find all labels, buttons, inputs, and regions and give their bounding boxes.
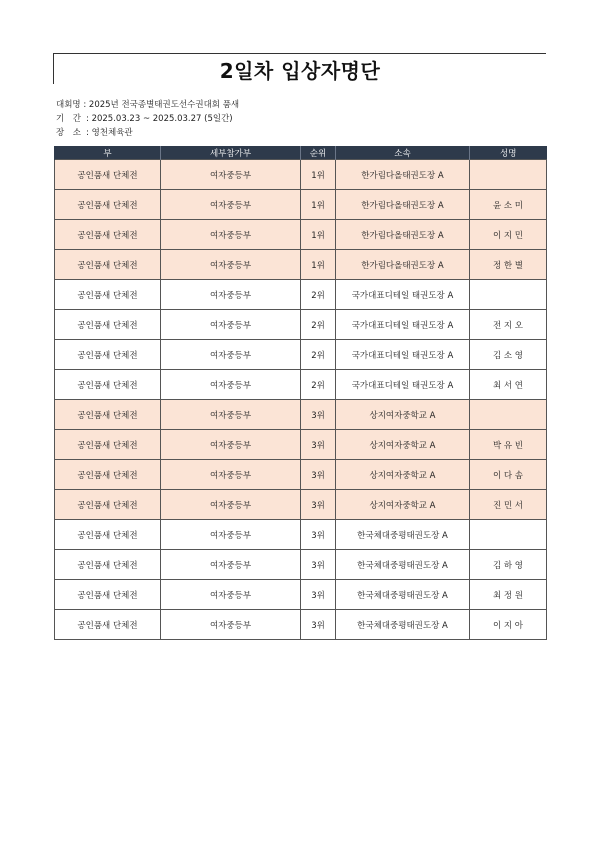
cell-team: 상지여자중학교 A: [336, 490, 470, 520]
cell-name: [470, 160, 547, 190]
cell-team: 한국체대중평태권도장 A: [336, 610, 470, 640]
cell-rank: 3위: [301, 490, 336, 520]
cell-name: 이 지 아: [470, 610, 547, 640]
cell-rank: 3위: [301, 460, 336, 490]
cell-category: 여자중등부: [161, 160, 301, 190]
cell-name: 정 한 별: [470, 250, 547, 280]
event-info: 대회명 : 2025년 전국종별태권도선수권대회 품새: [56, 100, 240, 110]
event-label: 대회명: [56, 100, 81, 110]
cell-name: 박 유 빈: [470, 430, 547, 460]
header-division: 부: [55, 146, 161, 160]
header-rank: 순위: [301, 146, 336, 160]
table-row: [55, 160, 547, 190]
table-row: [55, 520, 547, 550]
venue-label: 장 소: [56, 128, 81, 138]
cell-team: 한국체대중평태권도장 A: [336, 520, 470, 550]
cell-rank: 3위: [301, 580, 336, 610]
event-value: 2025년 전국종별태권도선수권대회 품새: [88, 100, 240, 110]
cell-category: 여자중등부: [161, 250, 301, 280]
cell-rank: 3위: [301, 400, 336, 430]
venue-info: 장 소 : 영천체육관: [56, 128, 133, 138]
cell-division: 공인품새 단체전: [55, 340, 161, 370]
table-header-row: [55, 146, 547, 160]
cell-category: 여자중등부: [161, 220, 301, 250]
cell-category: 여자중등부: [161, 550, 301, 580]
cell-division: 공인품새 단체전: [55, 460, 161, 490]
cell-category: 여자중등부: [161, 280, 301, 310]
period-value: 2025.03.23 ~ 2025.03.27 (5일간): [91, 114, 233, 124]
cell-team: 한가림다올태권도장 A: [336, 190, 470, 220]
cell-category: 여자중등부: [161, 310, 301, 340]
cell-rank: 1위: [301, 220, 336, 250]
cell-team: 상지여자중학교 A: [336, 430, 470, 460]
cell-team: 한국체대중평태권도장 A: [336, 550, 470, 580]
cell-division: 공인품새 단체전: [55, 190, 161, 220]
cell-category: 여자중등부: [161, 520, 301, 550]
cell-division: 공인품새 단체전: [55, 310, 161, 340]
cell-category: 여자중등부: [161, 400, 301, 430]
table-row: [55, 580, 547, 610]
cell-category: 여자중등부: [161, 430, 301, 460]
cell-division: 공인품새 단체전: [55, 400, 161, 430]
title-box: [53, 53, 546, 84]
cell-division: 공인품새 단체전: [55, 250, 161, 280]
cell-name: 이 다 솜: [470, 460, 547, 490]
cell-category: 여자중등부: [161, 580, 301, 610]
cell-category: 여자중등부: [161, 370, 301, 400]
cell-division: 공인품새 단체전: [55, 610, 161, 640]
table-row: [55, 220, 547, 250]
cell-rank: 2위: [301, 340, 336, 370]
cell-rank: 3위: [301, 550, 336, 580]
cell-team: 한가림다올태권도장 A: [336, 160, 470, 190]
cell-rank: 2위: [301, 280, 336, 310]
table-row: [55, 460, 547, 490]
cell-name: [470, 400, 547, 430]
cell-division: 공인품새 단체전: [55, 280, 161, 310]
cell-rank: 3위: [301, 610, 336, 640]
cell-division: 공인품새 단체전: [55, 220, 161, 250]
awards-table: [54, 146, 547, 640]
cell-division: 공인품새 단체전: [55, 550, 161, 580]
cell-category: 여자중등부: [161, 490, 301, 520]
table-row: [55, 310, 547, 340]
cell-rank: 3위: [301, 520, 336, 550]
period-label: 기 간: [56, 114, 81, 124]
cell-team: 상지여자중학교 A: [336, 460, 470, 490]
table-body: [55, 160, 547, 640]
cell-division: 공인품새 단체전: [55, 370, 161, 400]
table-row: [55, 280, 547, 310]
cell-name: 진 민 서: [470, 490, 547, 520]
cell-name: 최 정 원: [470, 580, 547, 610]
cell-rank: 2위: [301, 370, 336, 400]
cell-division: 공인품새 단체전: [55, 430, 161, 460]
cell-name: [470, 280, 547, 310]
cell-rank: 3위: [301, 430, 336, 460]
table-row: [55, 550, 547, 580]
venue-value: 영천체육관: [91, 128, 133, 138]
page-title: 2일차 입상자명단: [219, 58, 381, 83]
cell-name: 윤 소 미: [470, 190, 547, 220]
period-info: 기 간 : 2025.03.23 ~ 2025.03.27 (5일간): [56, 114, 233, 124]
table-row: [55, 490, 547, 520]
cell-rank: 1위: [301, 190, 336, 220]
cell-rank: 2위: [301, 310, 336, 340]
cell-team: 한가림다올태권도장 A: [336, 220, 470, 250]
cell-name: 전 지 오: [470, 310, 547, 340]
cell-name: 이 지 민: [470, 220, 547, 250]
cell-category: 여자중등부: [161, 190, 301, 220]
cell-team: 상지여자중학교 A: [336, 400, 470, 430]
cell-division: 공인품새 단체전: [55, 520, 161, 550]
cell-team: 국가대표디테일 태권도장 A: [336, 370, 470, 400]
header-name: 성명: [470, 146, 547, 160]
cell-division: 공인품새 단체전: [55, 580, 161, 610]
cell-team: 한가림다올태권도장 A: [336, 250, 470, 280]
table-row: [55, 250, 547, 280]
cell-team: 한국체대중평태권도장 A: [336, 580, 470, 610]
cell-name: 김 하 영: [470, 550, 547, 580]
table-row: [55, 430, 547, 460]
cell-category: 여자중등부: [161, 340, 301, 370]
cell-division: 공인품새 단체전: [55, 160, 161, 190]
cell-name: [470, 520, 547, 550]
cell-team: 국가대표디테일 태권도장 A: [336, 280, 470, 310]
cell-category: 여자중등부: [161, 610, 301, 640]
cell-name: 김 소 영: [470, 340, 547, 370]
cell-team: 국가대표디테일 태권도장 A: [336, 310, 470, 340]
table-row: [55, 370, 547, 400]
table-row: [55, 400, 547, 430]
cell-division: 공인품새 단체전: [55, 490, 161, 520]
header-category: 세부참가부: [161, 146, 301, 160]
table-row: [55, 190, 547, 220]
cell-team: 국가대표디테일 태권도장 A: [336, 340, 470, 370]
cell-name: 최 서 연: [470, 370, 547, 400]
table-row: [55, 340, 547, 370]
header-team: 소속: [336, 146, 470, 160]
cell-rank: 1위: [301, 160, 336, 190]
table-row: [55, 610, 547, 640]
cell-rank: 1위: [301, 250, 336, 280]
cell-category: 여자중등부: [161, 460, 301, 490]
